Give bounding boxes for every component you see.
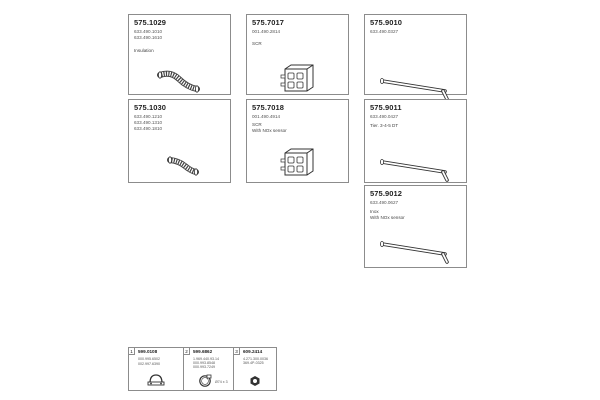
item-index: 3 (234, 348, 240, 355)
exhaust-pipe-icon (379, 156, 451, 184)
accessory-code: 609.2414 (243, 349, 263, 354)
nut-icon (249, 375, 261, 387)
scr-catalyst-box-icon (279, 145, 319, 179)
part-code: 575.9010 (370, 18, 403, 27)
clamp-icon (147, 372, 165, 388)
item-index: 2 (184, 348, 190, 355)
exhaust-pipe-icon (379, 238, 451, 266)
part-card[interactable] (364, 14, 467, 95)
oe-number: 633.490.1810 (134, 126, 163, 131)
part-card[interactable] (246, 99, 349, 183)
part-note: SCR (252, 41, 262, 46)
part-note: With NOx sensor (370, 215, 405, 220)
accessory-item[interactable] (234, 348, 276, 390)
accessory-strip (128, 347, 277, 391)
scr-catalyst-box-icon (279, 61, 319, 95)
part-card[interactable] (364, 99, 467, 183)
part-note: Insulation (134, 48, 154, 53)
part-note: With NOx sensor (252, 128, 287, 133)
flexible-hose-icon (167, 155, 199, 177)
oe-number: 633.490.0627 (370, 200, 399, 205)
band-clamp-icon (198, 374, 212, 388)
oe-number: 369.4P-0325 (243, 361, 264, 365)
oe-number: 000.993.8548 (193, 361, 215, 365)
part-note: Inox (370, 209, 379, 214)
oe-number: 633.490.1010 (134, 29, 163, 34)
part-card[interactable] (128, 99, 231, 183)
part-code: 575.1029 (134, 18, 167, 27)
oe-number: 4.271.300.0036 (243, 357, 268, 361)
quantity-label: Ø74 x 3 (215, 380, 228, 384)
part-card[interactable] (128, 14, 231, 95)
item-index: 1 (129, 348, 135, 355)
part-card[interactable] (246, 14, 349, 95)
oe-number: 633.490.1610 (134, 35, 163, 40)
part-code: 575.7018 (252, 103, 285, 112)
oe-number: 633.490.1210 (134, 114, 163, 119)
oe-number: 000.993.7249 (193, 365, 215, 369)
part-note: SCR (252, 122, 262, 127)
accessory-code: 599.0108 (138, 349, 158, 354)
oe-number: 1.969.440.93.14 (193, 357, 219, 361)
accessory-item[interactable] (184, 348, 234, 390)
part-card[interactable] (364, 185, 467, 268)
part-code: 575.9011 (370, 103, 402, 112)
part-code: 575.1030 (134, 103, 167, 112)
part-code: 575.7017 (252, 18, 285, 27)
oe-number: 001.490.4914 (252, 114, 281, 119)
oe-number: 001.490.2814 (252, 29, 281, 34)
oe-number: 633.490.0327 (370, 29, 399, 34)
part-code: 575.9012 (370, 189, 403, 198)
part-note: Tier. 3-4-5 DT (370, 123, 399, 128)
accessory-code: 599.6862 (193, 349, 213, 354)
oe-number: 633.490.1310 (134, 120, 163, 125)
oe-number: 000.995.6502 (138, 357, 160, 361)
accessory-item[interactable] (129, 348, 184, 390)
oe-number: 002.997.6390 (138, 362, 160, 366)
flexible-hose-icon (157, 67, 201, 95)
oe-number: 633.490.0427 (370, 114, 399, 119)
